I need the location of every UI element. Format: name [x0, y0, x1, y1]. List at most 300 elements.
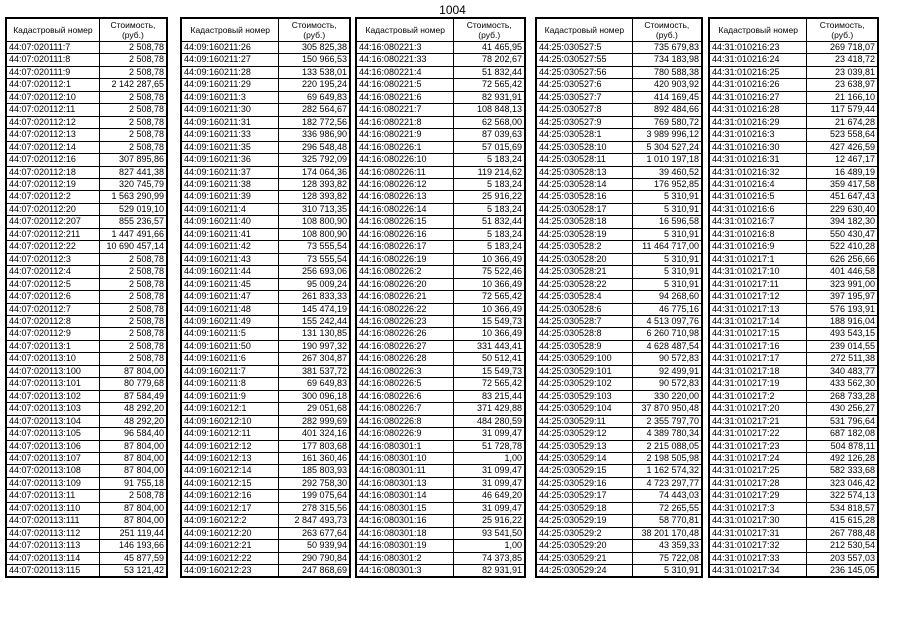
cost-cell: 5 310,91: [632, 253, 701, 265]
cost-cell: 87 804,00: [99, 515, 166, 527]
page-number: 1004: [439, 3, 466, 17]
cost-cell: 394 182,30: [807, 216, 878, 228]
cost-cell: 340 483,77: [807, 365, 878, 377]
cost-cell: 2 508,78: [99, 54, 166, 66]
table-row: [710, 191, 878, 203]
cadastral-number-cell: 44:07:020113:113: [7, 540, 100, 552]
table-row: [7, 79, 167, 91]
table-row: [182, 540, 350, 552]
table-row: [357, 253, 525, 265]
header-cost: Стоимость, (руб.): [99, 19, 166, 42]
table-row: [182, 266, 350, 278]
cadastral-number-cell: 44:09:160211:26: [182, 42, 279, 54]
table-row: [537, 540, 702, 552]
table-row: [7, 266, 167, 278]
cost-cell: 87 804,00: [99, 440, 166, 452]
cost-cell: 90 572,83: [632, 353, 701, 365]
cadastral-number-cell: 44:31:010216:6: [710, 203, 807, 215]
table-row: [357, 365, 525, 377]
cadastral-number-cell: 44:09:160212:20: [182, 527, 279, 539]
cadastral-number-cell: 44:07:020113:101: [7, 378, 100, 390]
cost-cell: 5 183,24: [454, 154, 525, 166]
table-column-5: [708, 17, 879, 578]
table-row: [357, 452, 525, 464]
cadastral-number-cell: 44:31:010217:24: [710, 452, 807, 464]
cadastral-number-cell: 44:31:010217:22: [710, 428, 807, 440]
table-row: [710, 527, 878, 539]
cost-cell: 734 183,98: [632, 54, 701, 66]
cadastral-number-cell: 44:25:030529:18: [537, 502, 633, 514]
cadastral-table: [709, 18, 878, 577]
cost-cell: 16 489,19: [807, 166, 878, 178]
table-row: [357, 378, 525, 390]
table-row: [710, 315, 878, 327]
cadastral-number-cell: 44:09:160212:15: [182, 477, 279, 489]
cadastral-number-cell: 44:09:160211:31: [182, 116, 279, 128]
cost-cell: 4 389 780,34: [632, 428, 701, 440]
cadastral-number-cell: 44:31:010216:26: [710, 79, 807, 91]
table-row: [182, 428, 350, 440]
cost-cell: 4 628 487,54: [632, 340, 701, 352]
table-row: [357, 403, 525, 415]
table-row: [537, 278, 702, 290]
cost-cell: 78 202,67: [454, 54, 525, 66]
cadastral-number-cell: 44:25:030527:8: [537, 104, 633, 116]
cadastral-number-cell: 44:25:030529:14: [537, 452, 633, 464]
cost-cell: 73 555,54: [279, 241, 350, 253]
cost-cell: 892 484,66: [632, 104, 701, 116]
cost-cell: 128 393,82: [279, 178, 350, 190]
cadastral-number-cell: 44:25:030528:2: [537, 241, 633, 253]
table-row: [357, 278, 525, 290]
table-row: [710, 178, 878, 190]
table-row: [537, 228, 702, 240]
cadastral-number-cell: 44:31:010217:30: [710, 515, 807, 527]
cost-cell: 188 916,04: [807, 315, 878, 327]
table-header-row: [7, 19, 167, 42]
cost-cell: 177 803,68: [279, 440, 350, 452]
cadastral-number-cell: 44:16:080301:13: [357, 477, 454, 489]
table-row: [537, 203, 702, 215]
cost-cell: 523 558,64: [807, 129, 878, 141]
cadastral-number-cell: 44:16:080226:17: [357, 241, 454, 253]
table-row: [357, 552, 525, 564]
table-row: [357, 540, 525, 552]
cadastral-number-cell: 44:25:030529:13: [537, 440, 633, 452]
table-row: [710, 66, 878, 78]
cadastral-number-cell: 44:25:030529:24: [537, 565, 633, 577]
table-row: [182, 378, 350, 390]
cadastral-number-cell: 44:31:010217:3: [710, 502, 807, 514]
cost-cell: 2 508,78: [99, 266, 166, 278]
cost-cell: 150 966,53: [279, 54, 350, 66]
cost-cell: 2 508,78: [99, 141, 166, 153]
table-row: [7, 378, 167, 390]
cadastral-number-cell: 44:31:010217:32: [710, 540, 807, 552]
cadastral-number-cell: 44:09:160211:44: [182, 266, 279, 278]
cadastral-number-cell: 44:07:020112:10: [7, 91, 100, 103]
table-row: [182, 253, 350, 265]
table-row: [182, 340, 350, 352]
cost-cell: 2 508,78: [99, 315, 166, 327]
cost-cell: 50 939,94: [279, 540, 350, 552]
cost-cell: 493 543,15: [807, 328, 878, 340]
cost-cell: 82 931,91: [454, 91, 525, 103]
cadastral-number-cell: 44:09:160211:3: [182, 91, 279, 103]
cadastral-number-cell: 44:07:020112:11: [7, 104, 100, 116]
cost-cell: 212 530,54: [807, 540, 878, 552]
table-row: [710, 216, 878, 228]
cost-cell: 53 121,42: [99, 565, 166, 577]
table-row: [7, 565, 167, 577]
table-row: [7, 203, 167, 215]
cadastral-number-cell: 44:25:030528:19: [537, 228, 633, 240]
table-row: [537, 91, 702, 103]
table-row: [182, 527, 350, 539]
table-row: [357, 390, 525, 402]
cadastral-number-cell: 44:31:010216:30: [710, 141, 807, 153]
table-row: [710, 428, 878, 440]
table-row: [182, 452, 350, 464]
table-row: [182, 278, 350, 290]
table-row: [7, 477, 167, 489]
table-row: [182, 66, 350, 78]
cost-cell: 282 999,69: [279, 415, 350, 427]
table-row: [537, 266, 702, 278]
cost-cell: 51 728,78: [454, 440, 525, 452]
cadastral-number-cell: 44:31:010216:3: [710, 129, 807, 141]
cadastral-number-cell: 44:07:020113:115: [7, 565, 100, 577]
cost-cell: 735 679,83: [632, 42, 701, 54]
cadastral-number-cell: 44:16:080226:14: [357, 203, 454, 215]
table-row: [537, 502, 702, 514]
cadastral-number-cell: 44:09:160212:12: [182, 440, 279, 452]
table-row: [182, 365, 350, 377]
table-row: [357, 565, 525, 577]
cadastral-number-cell: 44:07:020113:103: [7, 403, 100, 415]
table-row: [7, 228, 167, 240]
table-row: [182, 565, 350, 577]
cost-cell: 15 549,73: [454, 365, 525, 377]
cost-cell: 687 182,08: [807, 428, 878, 440]
cost-cell: 290 790,84: [279, 552, 350, 564]
cadastral-number-cell: 44:25:030529:2: [537, 527, 633, 539]
table-row: [537, 465, 702, 477]
cost-cell: 3 989 996,12: [632, 129, 701, 141]
table-row: [710, 79, 878, 91]
cadastral-number-cell: 44:07:020112:14: [7, 141, 100, 153]
cost-cell: 492 126,28: [807, 452, 878, 464]
cost-cell: 75 722,08: [632, 552, 701, 564]
cadastral-number-cell: 44:16:080226:21: [357, 291, 454, 303]
cost-cell: 155 242,44: [279, 315, 350, 327]
cost-cell: 31 099,47: [454, 502, 525, 514]
table-row: [182, 104, 350, 116]
table-row: [7, 390, 167, 402]
cost-cell: 29 051,68: [279, 403, 350, 415]
cost-cell: 531 796,64: [807, 415, 878, 427]
table-row: [537, 428, 702, 440]
cadastral-number-cell: 44:16:080221:9: [357, 129, 454, 141]
cadastral-number-cell: 44:25:030529:17: [537, 490, 633, 502]
table-row: [357, 291, 525, 303]
table-row: [182, 403, 350, 415]
cadastral-number-cell: 44:09:160211:4: [182, 203, 279, 215]
cadastral-number-cell: 44:31:010217:34: [710, 565, 807, 577]
cost-cell: 4 723 297,77: [632, 477, 701, 489]
table-row: [7, 154, 167, 166]
cadastral-number-cell: 44:16:080301:1: [357, 440, 454, 452]
table-row: [357, 303, 525, 315]
cadastral-number-cell: 44:31:010216:28: [710, 104, 807, 116]
cost-cell: 10 366,49: [454, 303, 525, 315]
cadastral-number-cell: 44:16:080226:22: [357, 303, 454, 315]
cadastral-number-cell: 44:25:030528:7: [537, 315, 633, 327]
cadastral-number-cell: 44:09:160211:5: [182, 328, 279, 340]
cadastral-number-cell: 44:16:080226:11: [357, 166, 454, 178]
table-row: [537, 66, 702, 78]
cadastral-number-cell: 44:31:010217:33: [710, 552, 807, 564]
cadastral-number-cell: 44:31:010216:8: [710, 228, 807, 240]
cost-cell: 267 304,87: [279, 353, 350, 365]
table-row: [182, 303, 350, 315]
cadastral-number-cell: 44:16:080226:2: [357, 266, 454, 278]
cadastral-number-cell: 44:07:020113:10: [7, 353, 100, 365]
table-row: [7, 291, 167, 303]
table-row: [182, 141, 350, 153]
cadastral-number-cell: 44:09:160212:23: [182, 565, 279, 577]
cost-cell: 484 280,59: [454, 415, 525, 427]
cost-cell: 176 952,85: [632, 178, 701, 190]
cost-cell: 322 574,13: [807, 490, 878, 502]
table-row: [7, 403, 167, 415]
cadastral-number-cell: 44:25:030527:9: [537, 116, 633, 128]
header-cost: Стоимость, (руб.): [454, 19, 525, 42]
cost-cell: 267 788,48: [807, 527, 878, 539]
cadastral-number-cell: 44:25:030527:5: [537, 42, 633, 54]
table-row: [357, 353, 525, 365]
table-row: [7, 191, 167, 203]
cadastral-number-cell: 44:16:080221:7: [357, 104, 454, 116]
cost-cell: 430 256,27: [807, 403, 878, 415]
cadastral-number-cell: 44:31:010217:15: [710, 328, 807, 340]
table-row: [182, 241, 350, 253]
cost-cell: 46 649,20: [454, 490, 525, 502]
table-row: [357, 104, 525, 116]
table-row: [182, 154, 350, 166]
table-row: [710, 340, 878, 352]
table-row: [357, 79, 525, 91]
cost-cell: 23 638,97: [807, 79, 878, 91]
table-row: [7, 315, 167, 327]
cost-cell: 83 215,44: [454, 390, 525, 402]
cadastral-number-cell: 44:25:030527:55: [537, 54, 633, 66]
table-column-2: [180, 17, 351, 578]
cost-cell: 190 997,32: [279, 340, 350, 352]
cost-cell: 5 183,24: [454, 241, 525, 253]
cost-cell: 268 733,28: [807, 390, 878, 402]
cadastral-number-cell: 44:31:010217:31: [710, 527, 807, 539]
cost-cell: 2 508,78: [99, 91, 166, 103]
cadastral-number-cell: 44:31:010217:28: [710, 477, 807, 489]
table-row: [357, 328, 525, 340]
table-row: [7, 415, 167, 427]
cadastral-number-cell: 44:16:080226:5: [357, 378, 454, 390]
cadastral-number-cell: 44:09:160211:6: [182, 353, 279, 365]
table-row: [357, 91, 525, 103]
table-row: [357, 490, 525, 502]
cadastral-number-cell: 44:25:030529:101: [537, 365, 633, 377]
cost-cell: 323 046,42: [807, 477, 878, 489]
table-row: [182, 552, 350, 564]
cadastral-number-cell: 44:09:160211:42: [182, 241, 279, 253]
table-row: [537, 253, 702, 265]
table-row: [357, 527, 525, 539]
cost-cell: 2 508,78: [99, 340, 166, 352]
table-row: [710, 365, 878, 377]
cadastral-number-cell: 44:07:020112:5: [7, 278, 100, 290]
table-row: [182, 116, 350, 128]
table-row: [182, 216, 350, 228]
table-row: [182, 191, 350, 203]
table-column-1: [5, 17, 168, 578]
header-cadastral-number: Кадастровый номер: [7, 19, 100, 42]
cost-cell: 2 198 505,98: [632, 452, 701, 464]
table-row: [357, 340, 525, 352]
cadastral-number-cell: 44:07:020113:11: [7, 490, 100, 502]
cadastral-number-cell: 44:09:160211:33: [182, 129, 279, 141]
table-row: [7, 42, 167, 54]
cost-cell: 31 099,47: [454, 465, 525, 477]
cost-cell: 323 991,00: [807, 278, 878, 290]
cadastral-number-cell: 44:07:020111:9: [7, 66, 100, 78]
table-row: [182, 291, 350, 303]
table-row: [357, 166, 525, 178]
cost-cell: 2 847 493,73: [279, 515, 350, 527]
cost-cell: 96 584,40: [99, 428, 166, 440]
cadastral-number-cell: 44:31:010217:20: [710, 403, 807, 415]
cadastral-number-cell: 44:07:020113:105: [7, 428, 100, 440]
table-row: [182, 79, 350, 91]
cost-cell: 174 064,36: [279, 166, 350, 178]
table-row: [7, 515, 167, 527]
cost-cell: 576 193,91: [807, 303, 878, 315]
table-row: [357, 216, 525, 228]
cost-cell: 2 508,78: [99, 66, 166, 78]
cost-cell: 74 373,85: [454, 552, 525, 564]
cadastral-number-cell: 44:07:020112:4: [7, 266, 100, 278]
cost-cell: 38 201 170,48: [632, 527, 701, 539]
cost-cell: 251 119,44: [99, 527, 166, 539]
cost-cell: 2 508,78: [99, 328, 166, 340]
cadastral-number-cell: 44:25:030528:1: [537, 129, 633, 141]
cadastral-number-cell: 44:09:160211:30: [182, 104, 279, 116]
cost-cell: 272 511,38: [807, 353, 878, 365]
table-row: [7, 502, 167, 514]
table-row: [357, 42, 525, 54]
table-row: [7, 178, 167, 190]
cost-cell: 21 166,10: [807, 91, 878, 103]
cadastral-number-cell: 44:16:080301:11: [357, 465, 454, 477]
cost-cell: 5 310,91: [632, 278, 701, 290]
cadastral-number-cell: 44:25:030529:21: [537, 552, 633, 564]
cost-cell: 534 818,57: [807, 502, 878, 514]
cost-cell: 2 215 088,05: [632, 440, 701, 452]
cost-cell: 1 162 574,32: [632, 465, 701, 477]
cadastral-number-cell: 44:07:020112:2: [7, 191, 100, 203]
table-header-row: [357, 19, 525, 42]
cadastral-number-cell: 44:25:030529:16: [537, 477, 633, 489]
cadastral-table: [6, 18, 167, 577]
cost-cell: 80 779,68: [99, 378, 166, 390]
cost-cell: 182 772,56: [279, 116, 350, 128]
cost-cell: 51 832,44: [454, 66, 525, 78]
cadastral-number-cell: 44:07:020112:20: [7, 203, 100, 215]
cost-cell: 2 142 287,65: [99, 79, 166, 91]
table-row: [537, 216, 702, 228]
cadastral-number-cell: 44:16:080301:10: [357, 452, 454, 464]
table-row: [357, 477, 525, 489]
cadastral-number-cell: 44:25:030527:6: [537, 79, 633, 91]
cost-cell: 2 508,78: [99, 291, 166, 303]
cadastral-number-cell: 44:31:010217:13: [710, 303, 807, 315]
cost-cell: 359 417,58: [807, 178, 878, 190]
cadastral-number-cell: 44:31:010217:18: [710, 365, 807, 377]
table-row: [7, 91, 167, 103]
cadastral-number-cell: 44:07:020112:9: [7, 328, 100, 340]
cost-cell: 300 096,18: [279, 390, 350, 402]
cost-cell: 58 770,81: [632, 515, 701, 527]
cadastral-number-cell: 44:31:010216:24: [710, 54, 807, 66]
table-row: [357, 228, 525, 240]
cost-cell: 626 256,66: [807, 253, 878, 265]
table-row: [710, 552, 878, 564]
cost-cell: 39 460,52: [632, 166, 701, 178]
cost-cell: 278 315,56: [279, 502, 350, 514]
cost-cell: 529 019,10: [99, 203, 166, 215]
cost-cell: 108 800,90: [279, 216, 350, 228]
cost-cell: 108 800,90: [279, 228, 350, 240]
table-row: [710, 303, 878, 315]
table-row: [537, 477, 702, 489]
cost-cell: 133 538,01: [279, 66, 350, 78]
cadastral-number-cell: 44:16:080226:1: [357, 141, 454, 153]
cadastral-number-cell: 44:09:160211:9: [182, 390, 279, 402]
cost-cell: 15 549,73: [454, 315, 525, 327]
table-row: [182, 178, 350, 190]
table-row: [7, 253, 167, 265]
cost-cell: 72 565,42: [454, 378, 525, 390]
cadastral-number-cell: 44:07:020113:111: [7, 515, 100, 527]
cadastral-number-cell: 44:25:030529:20: [537, 540, 633, 552]
cost-cell: 94 268,60: [632, 291, 701, 303]
table-row: [357, 440, 525, 452]
cost-cell: 320 745,79: [99, 178, 166, 190]
cadastral-number-cell: 44:16:080226:13: [357, 191, 454, 203]
table-row: [537, 340, 702, 352]
cost-cell: 433 562,30: [807, 378, 878, 390]
cost-cell: 75 522,46: [454, 266, 525, 278]
cadastral-number-cell: 44:07:020111:8: [7, 54, 100, 66]
cost-cell: 62 568,00: [454, 116, 525, 128]
cost-cell: 10 690 457,14: [99, 241, 166, 253]
table-row: [710, 141, 878, 153]
cost-cell: 37 870 950,48: [632, 403, 701, 415]
table-row: [357, 415, 525, 427]
cost-cell: 582 333,68: [807, 465, 878, 477]
cadastral-number-cell: 44:31:010217:14: [710, 315, 807, 327]
cost-cell: 2 508,78: [99, 129, 166, 141]
